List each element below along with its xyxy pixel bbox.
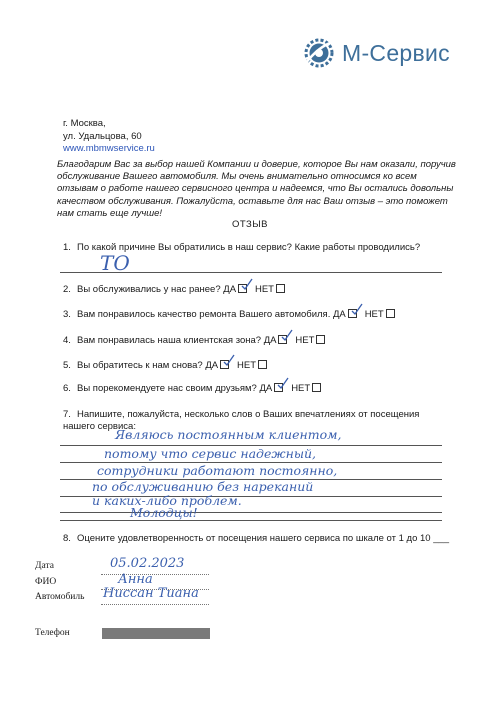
no-label: НЕТ bbox=[291, 383, 311, 394]
website-link[interactable]: www.mbmwservice.ru bbox=[63, 143, 155, 154]
gear-logo-icon bbox=[302, 38, 336, 68]
no-label: НЕТ bbox=[237, 360, 257, 371]
logo-text: М-Сервис bbox=[342, 39, 450, 66]
yes-checkbox[interactable] bbox=[348, 309, 357, 318]
checkmark-icon bbox=[277, 377, 289, 391]
date-value: 05.02.2023 bbox=[110, 556, 185, 571]
no-checkbox[interactable] bbox=[276, 284, 285, 293]
name-label: ФИО bbox=[35, 577, 57, 587]
yes-label: ДА bbox=[263, 335, 277, 346]
checkmark-icon bbox=[241, 278, 253, 292]
question-text: Вы обслуживались у нас ранее? bbox=[77, 284, 221, 295]
answer-7-line-5: и каких-либо проблем. bbox=[92, 493, 242, 508]
date-label: Дата bbox=[35, 561, 54, 571]
question-text: Напишите, пожалуйста, несколько слов о Ваших впечатлениях от посещения нашего сервиса: bbox=[63, 409, 420, 432]
no-checkbox[interactable] bbox=[258, 360, 267, 369]
yes-checkbox[interactable] bbox=[238, 284, 247, 293]
question-text: Вы порекомендуете нас своим друзьям? bbox=[77, 383, 257, 394]
car-label: Автомобиль bbox=[35, 592, 85, 602]
answer-7-line-1: Являюсь постоянным клиентом, bbox=[115, 427, 342, 442]
no-checkbox[interactable] bbox=[316, 335, 325, 344]
yes-label: ДА bbox=[205, 360, 219, 371]
no-label: НЕТ bbox=[364, 309, 384, 320]
phone-label: Телефон bbox=[35, 628, 70, 638]
phone-redacted bbox=[102, 628, 210, 639]
question-8 bbox=[63, 533, 449, 545]
answer-line bbox=[60, 512, 442, 513]
yes-label: ДА bbox=[259, 383, 273, 394]
yes-checkbox[interactable] bbox=[220, 360, 229, 369]
car-value: Ниссан Тиана bbox=[103, 586, 199, 601]
question-3 bbox=[63, 309, 395, 321]
address-street: ул. Удальцова, 60 bbox=[63, 130, 142, 142]
checkmark-icon bbox=[351, 303, 363, 317]
question-number: 8. bbox=[63, 533, 71, 544]
address-block bbox=[63, 118, 155, 156]
question-6 bbox=[63, 383, 321, 395]
question-number: 1. bbox=[63, 242, 71, 253]
question-text: Вам понравилась наша клиентская зона? bbox=[77, 335, 262, 346]
checkmark-icon bbox=[223, 354, 235, 368]
question-number: 5. bbox=[63, 360, 71, 371]
answer-7-line-6: Молодцы! bbox=[130, 505, 198, 520]
question-number: 6. bbox=[63, 383, 71, 394]
question-text: Вы обратитесь к нам снова? bbox=[77, 360, 203, 371]
question-text: Оцените удовлетворенность от посещения нашего сервиса по шкале от 1 до 10 ___ bbox=[77, 533, 450, 544]
answer-line bbox=[60, 520, 442, 521]
answer-7-line-3: сотрудники работают постоянно, bbox=[97, 463, 338, 478]
question-2 bbox=[63, 284, 285, 296]
name-value: Анна bbox=[118, 572, 153, 587]
question-4 bbox=[63, 335, 325, 347]
answer-1-handwriting: ТО bbox=[100, 251, 130, 275]
checkmark-icon bbox=[281, 329, 293, 343]
form-title: ОТЗЫВ bbox=[231, 219, 269, 230]
answer-7-line-4: по обслуживанию без нареканий bbox=[92, 479, 314, 494]
question-number: 4. bbox=[63, 335, 71, 346]
no-checkbox[interactable] bbox=[386, 309, 395, 318]
question-text: По какой причине Вы обратились в наш сервис? Какие работы проводились? bbox=[77, 242, 421, 253]
no-checkbox[interactable] bbox=[312, 383, 321, 392]
answer-line bbox=[60, 272, 442, 273]
yes-label: ДА bbox=[332, 309, 346, 320]
intro-text: Благодарим Вас за выбор нашей Компании и доверие, которое Вы нам оказали, поручив обслуживание Вашего автомобиля. Мы очень внимательно относимся ко всем отзывам о работе нашего сервисного центра и надеемся, что Вы остались довольны качеством обслуживания. Пожалуйста, оставьте для нас Ваш отзыв – это поможет нам стать еще лучше! bbox=[57, 159, 456, 219]
question-5 bbox=[63, 360, 267, 372]
question-number: 7. bbox=[63, 409, 71, 420]
question-text: Вам понравилось качество ремонта Вашего автомобиля. bbox=[77, 309, 331, 320]
question-number: 2. bbox=[63, 284, 71, 295]
company-logo bbox=[302, 38, 450, 68]
no-label: НЕТ bbox=[254, 284, 274, 295]
no-label: НЕТ bbox=[295, 335, 315, 346]
yes-label: ДА bbox=[223, 284, 237, 295]
question-number: 3. bbox=[63, 309, 71, 320]
yes-checkbox[interactable] bbox=[274, 383, 283, 392]
yes-checkbox[interactable] bbox=[278, 335, 287, 344]
address-city: г. Москва, bbox=[63, 118, 106, 129]
car-line bbox=[101, 604, 209, 605]
answer-7-line-2: потому что сервис надежный, bbox=[104, 446, 317, 461]
